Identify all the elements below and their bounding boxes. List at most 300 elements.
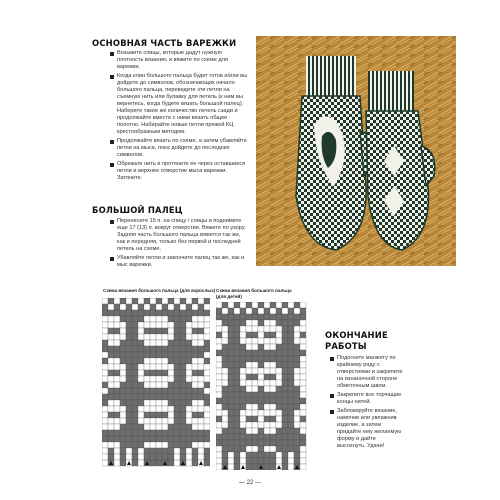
- chart-cell: [294, 368, 300, 374]
- chart-cell: [132, 334, 138, 340]
- chart-cell: [282, 464, 288, 470]
- chart-cell: [168, 364, 174, 370]
- chart-cell: [288, 428, 294, 434]
- chart-cell: [234, 452, 240, 458]
- chart-cell: [192, 316, 198, 322]
- chart-cell: [252, 398, 258, 404]
- chart-cell: [282, 368, 288, 374]
- chart-cell: [240, 410, 246, 416]
- chart-cell: [216, 302, 222, 308]
- chart-cell: [252, 386, 258, 392]
- chart-cell: [216, 314, 222, 320]
- chart-cell: [216, 386, 222, 392]
- chart-cell: [258, 350, 264, 356]
- chart-cell: [288, 404, 294, 410]
- finish-bullets: [330, 355, 406, 452]
- chart-cell: [276, 350, 282, 356]
- chart-cell: [102, 436, 108, 442]
- chart-cell: [138, 406, 144, 412]
- chart-cell: [246, 338, 252, 344]
- chart-cell: [192, 448, 198, 454]
- chart-cell: [276, 302, 282, 308]
- chart-cell: [108, 400, 114, 406]
- chart-cell: [186, 460, 192, 466]
- chart-cell: [216, 428, 222, 434]
- chart-cell: [120, 334, 126, 340]
- chart-cell: [150, 442, 156, 448]
- chart-cell: [186, 412, 192, 418]
- chart-cell: [216, 398, 222, 404]
- chart-cell: [264, 338, 270, 344]
- chart-cell: [102, 370, 108, 376]
- chart-cell: [120, 442, 126, 448]
- chart-cell: [240, 362, 246, 368]
- chart-cell: [294, 410, 300, 416]
- chart-cell: [186, 364, 192, 370]
- chart-cell: [144, 424, 150, 430]
- chart-cell: [204, 334, 210, 340]
- chart-cell: [276, 428, 282, 434]
- chart-cell: [258, 344, 264, 350]
- chart-cell: [180, 316, 186, 322]
- chart-cell: [258, 458, 264, 464]
- chart-cell: [162, 316, 168, 322]
- chart-cell: [276, 332, 282, 338]
- chart-cell: [204, 388, 210, 394]
- chart-cell: [288, 344, 294, 350]
- chart-cell: [192, 334, 198, 340]
- chart-cell: [150, 394, 156, 400]
- chart-cell: [276, 362, 282, 368]
- chart-cell: [186, 448, 192, 454]
- chart-cell: [108, 418, 114, 424]
- chart-cell: [198, 436, 204, 442]
- chart-cell: [204, 328, 210, 334]
- chart-cell: [126, 358, 132, 364]
- chart-cell: [288, 326, 294, 332]
- chart-cell: [132, 304, 138, 310]
- chart-cell: [300, 392, 306, 398]
- chart-cell: [168, 310, 174, 316]
- chart-cell: [156, 454, 162, 460]
- chart-cell: [264, 302, 270, 308]
- chart-cell: [150, 364, 156, 370]
- chart-cell: [174, 430, 180, 436]
- chart-cell: [270, 428, 276, 434]
- chart-cell: [234, 374, 240, 380]
- chart-cell: [222, 386, 228, 392]
- chart-cell: [258, 374, 264, 380]
- chart-cell: [174, 400, 180, 406]
- chart-cell: [138, 334, 144, 340]
- chart-cell: [264, 398, 270, 404]
- chart-cell: [126, 454, 132, 460]
- chart-cell: [204, 436, 210, 442]
- chart-cell: [120, 322, 126, 328]
- chart-cell: [150, 388, 156, 394]
- chart-cell: [108, 352, 114, 358]
- chart-cell: [252, 308, 258, 314]
- chart-cell: [216, 380, 222, 386]
- chart-cell: [222, 410, 228, 416]
- chart-cell: [228, 386, 234, 392]
- chart-cell: [132, 376, 138, 382]
- main-bullet-2: Когда клин большого пальца будет готов и/или вы дойдете до символов, обозначающих начало большого пальца, переведите эти петли на съемную нить или булавку для петель (к ним вы вернетесь, когда будете вязать большой палец). Наберите такое же количество петель сзади и продолжайте вместе с ними вязать общее полотно. Набирайте новые петли пряжей КЦ крестообразным методом.: [110, 73, 248, 136]
- chart-cell: [300, 422, 306, 428]
- chart-cell: [198, 352, 204, 358]
- chart-cell: [228, 464, 234, 470]
- chart-cell: [288, 302, 294, 308]
- chart-cell: [174, 334, 180, 340]
- chart-cell: [126, 436, 132, 442]
- chart-cell: [174, 388, 180, 394]
- chart-cell: [126, 364, 132, 370]
- chart-cell: [300, 446, 306, 452]
- chart-cell: [192, 298, 198, 304]
- chart-cell: [246, 332, 252, 338]
- chart-cell: [168, 376, 174, 382]
- adult-chart-caption: Схема вязания большого пальца (для взрослых): [103, 288, 216, 293]
- chart-cell: [150, 460, 156, 466]
- chart-cell: [198, 382, 204, 388]
- chart-cell: [216, 374, 222, 380]
- chart-cell: [102, 364, 108, 370]
- chart-cell: [234, 398, 240, 404]
- chart-cell: [174, 448, 180, 454]
- chart-cell: [180, 442, 186, 448]
- chart-cell: [108, 340, 114, 346]
- chart-cell: [192, 304, 198, 310]
- chart-cell: [198, 334, 204, 340]
- chart-cell: [222, 320, 228, 326]
- chart-cell: [186, 418, 192, 424]
- chart-cell: [228, 434, 234, 440]
- chart-cell: [258, 320, 264, 326]
- chart-cell: [228, 302, 234, 308]
- chart-cell: [228, 332, 234, 338]
- chart-cell: [186, 352, 192, 358]
- chart-cell: [204, 340, 210, 346]
- chart-cell: [174, 424, 180, 430]
- chart-cell: [174, 358, 180, 364]
- chart-cell: [108, 454, 114, 460]
- chart-cell: [252, 350, 258, 356]
- chart-cell: [282, 350, 288, 356]
- chart-cell: [162, 334, 168, 340]
- chart-cell: [234, 356, 240, 362]
- chart-cell: [132, 394, 138, 400]
- chart-cell: [198, 400, 204, 406]
- chart-cell: [270, 386, 276, 392]
- chart-cell: [294, 452, 300, 458]
- chart-cell: [144, 370, 150, 376]
- chart-cell: [126, 448, 132, 454]
- chart-cell: [216, 458, 222, 464]
- chart-cell: [162, 418, 168, 424]
- chart-cell: [198, 376, 204, 382]
- chart-cell: [300, 380, 306, 386]
- chart-cell: [168, 352, 174, 358]
- chart-cell: [186, 394, 192, 400]
- chart-cell: [240, 314, 246, 320]
- chart-cell: [222, 314, 228, 320]
- chart-cell: [186, 328, 192, 334]
- chart-cell: [234, 380, 240, 386]
- chart-cell: [162, 310, 168, 316]
- chart-cell: [144, 400, 150, 406]
- chart-cell: [180, 310, 186, 316]
- chart-cell: [162, 382, 168, 388]
- chart-cell: [162, 358, 168, 364]
- chart-cell: [264, 350, 270, 356]
- chart-cell: [138, 460, 144, 466]
- chart-cell: [252, 356, 258, 362]
- chart-cell: [288, 308, 294, 314]
- chart-cell: [258, 452, 264, 458]
- chart-cell: [144, 454, 150, 460]
- chart-cell: [222, 338, 228, 344]
- child-chart-caption: Схема вязания большого пальца (для детей): [216, 288, 292, 299]
- chart-cell: [288, 314, 294, 320]
- chart-cell: [252, 314, 258, 320]
- chart-cell: [204, 460, 210, 466]
- chart-cell: [240, 356, 246, 362]
- chart-cell: [102, 310, 108, 316]
- chart-cell: [264, 320, 270, 326]
- chart-cell: [156, 436, 162, 442]
- chart-cell: [192, 358, 198, 364]
- chart-cell: [264, 308, 270, 314]
- chart-cell: [144, 352, 150, 358]
- chart-cell: [102, 418, 108, 424]
- chart-cell: [168, 460, 174, 466]
- chart-cell: [138, 394, 144, 400]
- chart-cell: [228, 320, 234, 326]
- chart-cell: [186, 424, 192, 430]
- thumb-bullet-1: Перенесите 15 п. на спицу / спицы и поднимите еще 17 (13) п. вокруг отверстия. Вяжите по узору. Задняя часть большого пальца вяжется так же, как и передняя, только без первой и последней петель на схеме.: [110, 218, 248, 253]
- chart-cell: [294, 446, 300, 452]
- chart-cell: [180, 298, 186, 304]
- chart-cell: [222, 458, 228, 464]
- chart-cell: [144, 412, 150, 418]
- chart-cell: [198, 418, 204, 424]
- chart-cell: [108, 370, 114, 376]
- chart-cell: [264, 362, 270, 368]
- chart-cell: [108, 334, 114, 340]
- chart-cell: [258, 302, 264, 308]
- chart-cell: [156, 388, 162, 394]
- chart-cell: [294, 338, 300, 344]
- chart-cell: [246, 446, 252, 452]
- chart-cell: [270, 338, 276, 344]
- chart-cell: [252, 392, 258, 398]
- chart-cell: [228, 326, 234, 332]
- chart-cell: [186, 406, 192, 412]
- chart-cell: [264, 458, 270, 464]
- chart-cell: [150, 310, 156, 316]
- chart-cell: [114, 400, 120, 406]
- chart-cell: [300, 452, 306, 458]
- chart-cell: [234, 434, 240, 440]
- chart-cell: [204, 352, 210, 358]
- chart-cell: [156, 418, 162, 424]
- chart-cell: [246, 380, 252, 386]
- chart-cell: [234, 332, 240, 338]
- chart-cell: [120, 376, 126, 382]
- chart-cell: [162, 352, 168, 358]
- chart-cell: [216, 392, 222, 398]
- chart-cell: [228, 380, 234, 386]
- chart-cell: [216, 404, 222, 410]
- chart-cell: [162, 412, 168, 418]
- chart-cell: [192, 376, 198, 382]
- chart-cell: [114, 454, 120, 460]
- chart-cell: [180, 424, 186, 430]
- chart-cell: [144, 358, 150, 364]
- chart-cell: [102, 316, 108, 322]
- chart-cell: [138, 340, 144, 346]
- chart-cell: [270, 380, 276, 386]
- chart-cell: [174, 364, 180, 370]
- chart-cell: [132, 322, 138, 328]
- chart-cell: [168, 304, 174, 310]
- chart-cell: [228, 458, 234, 464]
- chart-cell: [222, 332, 228, 338]
- chart-cell: [126, 370, 132, 376]
- chart-cell: [132, 340, 138, 346]
- chart-cell: [156, 394, 162, 400]
- chart-cell: [264, 434, 270, 440]
- chart-cell: [114, 394, 120, 400]
- chart-cell: [258, 362, 264, 368]
- chart-cell: [288, 458, 294, 464]
- chart-cell: [168, 328, 174, 334]
- chart-cell: [222, 350, 228, 356]
- chart-cell: [216, 368, 222, 374]
- chart-cell: [192, 328, 198, 334]
- chart-cell: [240, 446, 246, 452]
- chart-cell: [288, 362, 294, 368]
- chart-cell: [246, 386, 252, 392]
- chart-cell: [180, 370, 186, 376]
- chart-cell: [132, 370, 138, 376]
- chart-cell: [150, 406, 156, 412]
- chart-cell: [300, 320, 306, 326]
- chart-cell: [102, 322, 108, 328]
- chart-cell: [150, 298, 156, 304]
- chart-cell: [120, 412, 126, 418]
- chart-cell: [168, 454, 174, 460]
- chart-cell: [300, 368, 306, 374]
- chart-cell: [240, 458, 246, 464]
- chart-cell: [300, 416, 306, 422]
- chart-cell: [198, 424, 204, 430]
- chart-cell: [204, 400, 210, 406]
- chart-cell: [102, 298, 108, 304]
- chart-cell: [240, 368, 246, 374]
- chart-cell: [186, 346, 192, 352]
- chart-cell: [138, 346, 144, 352]
- chart-cell: [276, 392, 282, 398]
- chart-cell: [240, 404, 246, 410]
- chart-cell: [300, 464, 306, 470]
- chart-cell: [126, 412, 132, 418]
- chart-cell: [264, 416, 270, 422]
- chart-cell: [270, 410, 276, 416]
- chart-cell: [270, 302, 276, 308]
- chart-cell: [198, 448, 204, 454]
- chart-cell: [216, 434, 222, 440]
- chart-cell: [240, 398, 246, 404]
- chart-cell: [174, 382, 180, 388]
- chart-cell: [186, 340, 192, 346]
- chart-cell: [108, 328, 114, 334]
- chart-cell: [228, 356, 234, 362]
- chart-cell: [168, 442, 174, 448]
- chart-cell: [294, 392, 300, 398]
- chart-cell: [288, 350, 294, 356]
- chart-cell: [270, 452, 276, 458]
- chart-cell: [258, 392, 264, 398]
- chart-cell: [126, 424, 132, 430]
- chart-cell: [198, 310, 204, 316]
- chart-cell: [270, 356, 276, 362]
- chart-cell: [216, 350, 222, 356]
- chart-cell: [198, 316, 204, 322]
- chart-cell: [180, 352, 186, 358]
- chart-cell: [126, 430, 132, 436]
- chart-cell: [132, 316, 138, 322]
- chart-cell: [264, 332, 270, 338]
- chart-cell: [288, 332, 294, 338]
- chart-cell: [204, 358, 210, 364]
- chart-cell: [204, 322, 210, 328]
- chart-cell: [282, 308, 288, 314]
- chart-cell: [144, 310, 150, 316]
- chart-cell: [114, 418, 120, 424]
- main-bullet-3: Продолжайте вязать по схеме, а затем убавляйте петли на мысе, пока дойдете до последних символов.: [110, 138, 248, 159]
- chart-cell: [156, 346, 162, 352]
- chart-cell: [228, 452, 234, 458]
- chart-cell: [216, 338, 222, 344]
- chart-cell: [240, 320, 246, 326]
- chart-cell: [180, 364, 186, 370]
- chart-cell: [132, 298, 138, 304]
- chart-cell: [276, 398, 282, 404]
- chart-cell: [282, 332, 288, 338]
- chart-cell: [108, 322, 114, 328]
- chart-cell: [252, 458, 258, 464]
- chart-cell: [300, 332, 306, 338]
- chart-cell: [222, 302, 228, 308]
- chart-cell: [294, 398, 300, 404]
- child-thumb-chart: [216, 302, 308, 470]
- chart-cell: [156, 352, 162, 358]
- chart-cell: [252, 320, 258, 326]
- chart-cell: [120, 298, 126, 304]
- chart-cell: [150, 418, 156, 424]
- chart-cell: [192, 346, 198, 352]
- chart-cell: [216, 416, 222, 422]
- chart-cell: [288, 452, 294, 458]
- chart-cell: [228, 428, 234, 434]
- chart-cell: [222, 356, 228, 362]
- chart-cell: [156, 358, 162, 364]
- chart-cell: [216, 356, 222, 362]
- chart-cell: [276, 422, 282, 428]
- chart-cell: [192, 388, 198, 394]
- chart-cell: [186, 322, 192, 328]
